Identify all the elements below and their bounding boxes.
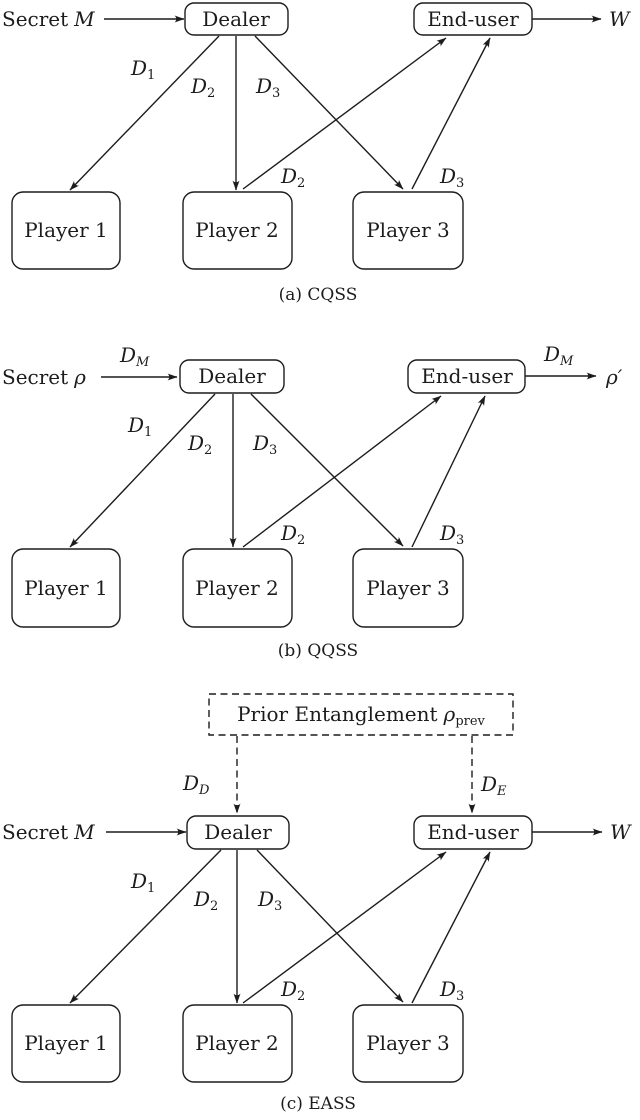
channel-letter: D	[440, 164, 457, 188]
caption-c: (c) EASS	[280, 1094, 356, 1114]
player2-label: Player 2	[195, 576, 279, 600]
arrow-dealer-player3	[257, 850, 403, 1002]
channel-label-d3	[252, 431, 277, 458]
end-user-label: End-user	[421, 364, 513, 388]
channel-letter: D	[281, 977, 298, 1001]
channel-letter: D	[131, 869, 148, 893]
caption-b: (b) QQSS	[277, 641, 359, 661]
player2-label: Player 2	[195, 218, 279, 242]
channel-subscript: 2	[297, 176, 306, 191]
channel-letter: D	[481, 772, 498, 796]
channel-letter: D	[281, 521, 298, 545]
player3-label: Player 3	[366, 218, 450, 242]
channel-label-d2-low	[280, 521, 305, 548]
arrow-player2-enduser	[243, 396, 441, 547]
caption-a: (a) CQSS	[278, 285, 358, 305]
channel-subscript: 1	[144, 425, 153, 440]
channel-letter: D	[258, 887, 275, 911]
secret-word: Secret	[2, 365, 69, 389]
channel-subscript: 2	[297, 989, 306, 1004]
secret-input-label	[2, 820, 95, 844]
secret-var: ρ	[74, 365, 86, 389]
diagram-b	[2, 342, 623, 661]
secret-var: M	[74, 820, 95, 844]
channel-subscript: M	[560, 354, 574, 369]
channel-subscript: D	[199, 783, 210, 798]
channel-label-d3	[257, 887, 282, 914]
channel-letter: D	[281, 164, 298, 188]
channel-label-dm-out	[543, 342, 574, 369]
channel-label-d1	[130, 56, 155, 83]
secret-input-label	[2, 7, 95, 31]
channel-subscript: 3	[274, 899, 283, 914]
channel-letter: D	[440, 977, 457, 1001]
end-user-label: End-user	[427, 7, 519, 31]
channel-letter: D	[183, 771, 200, 795]
prior-word: Prior Entanglement	[237, 702, 438, 726]
diagram-a	[2, 3, 631, 305]
channel-label-dd	[182, 771, 210, 798]
channel-label-d3-low	[439, 977, 464, 1004]
channel-label-d3	[255, 74, 280, 101]
channel-subscript: 2	[210, 899, 219, 914]
channel-label-d2	[190, 74, 215, 101]
channel-subscript: E	[497, 784, 507, 799]
player1-label: Player 1	[24, 576, 108, 600]
channel-subscript: 3	[272, 86, 281, 101]
channel-letter: D	[544, 342, 561, 366]
channel-subscript: 3	[456, 989, 465, 1004]
channel-label-d3-low	[439, 521, 464, 548]
player3-label: Player 3	[366, 576, 450, 600]
channel-letter: D	[128, 413, 145, 437]
channel-letter: D	[131, 56, 148, 80]
channel-letter: D	[188, 431, 205, 455]
channel-letter: D	[191, 74, 208, 98]
channel-subscript: 2	[207, 86, 216, 101]
prior-subscript: prev	[455, 714, 485, 729]
secret-var: M	[74, 7, 95, 31]
channel-label-de	[480, 772, 507, 799]
channel-label-d2-low	[280, 164, 305, 191]
player1-label: Player 1	[24, 1031, 108, 1055]
arrow-player2-enduser	[243, 852, 446, 1003]
channel-subscript: 3	[456, 176, 465, 191]
output-var: ρ′	[606, 365, 623, 389]
channel-subscript: 1	[147, 881, 156, 896]
channel-label-d2-low	[280, 977, 305, 1004]
prior-entanglement-label	[237, 702, 485, 729]
channel-label-d3-low	[439, 164, 464, 191]
end-user-label: End-user	[427, 820, 519, 844]
secret-word: Secret	[2, 820, 69, 844]
channel-letter: D	[120, 343, 137, 367]
channel-subscript: 3	[456, 533, 465, 548]
channel-letter: D	[440, 521, 457, 545]
channel-label-d2	[193, 887, 218, 914]
secret-word: Secret	[2, 7, 69, 31]
channel-label-d2	[187, 431, 212, 458]
channel-letter: D	[256, 74, 273, 98]
player1-label: Player 1	[24, 218, 108, 242]
dealer-label: Dealer	[202, 7, 270, 31]
output-var: W	[610, 820, 631, 844]
channel-label-d1	[130, 869, 155, 896]
channel-subscript: 2	[297, 533, 306, 548]
channel-subscript: 1	[147, 68, 156, 83]
diagram-c	[2, 694, 632, 1114]
channel-subscript: 3	[269, 443, 278, 458]
channel-label-d1	[127, 413, 152, 440]
arrow-dealer-player3	[255, 36, 403, 189]
secret-input-label	[2, 365, 86, 389]
dealer-label: Dealer	[204, 820, 272, 844]
player2-label: Player 2	[195, 1031, 279, 1055]
dealer-label: Dealer	[198, 364, 266, 388]
arrow-player2-enduser	[243, 38, 446, 189]
channel-subscript: M	[136, 355, 150, 370]
channel-letter: D	[194, 887, 211, 911]
prior-var: ρ	[443, 702, 456, 726]
channel-label-dm-in	[119, 343, 150, 370]
channel-subscript: 2	[204, 443, 213, 458]
channel-letter: D	[253, 431, 270, 455]
output-var: W	[609, 7, 630, 31]
player3-label: Player 3	[366, 1031, 450, 1055]
